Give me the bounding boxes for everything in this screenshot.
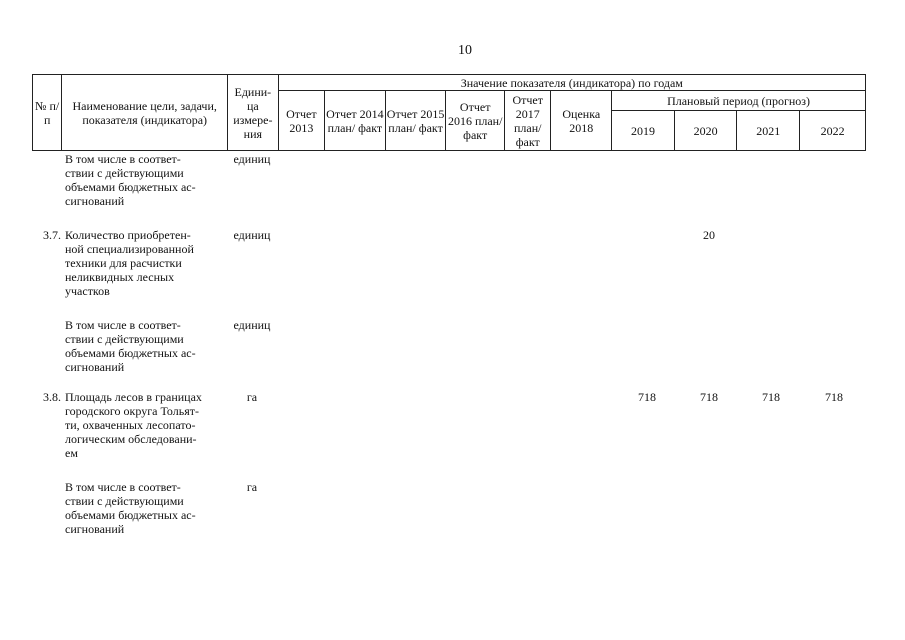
row-unit: единиц bbox=[233, 318, 271, 332]
indicator-table-header bbox=[32, 74, 866, 151]
row-value-2020: 718 bbox=[700, 390, 718, 404]
header-year-2019: 2019 bbox=[612, 111, 675, 151]
row-unit: единиц bbox=[233, 228, 271, 242]
row-name: Количество приобретен- ной специализированной техники для расчистки неликвидных лесных участков bbox=[65, 228, 194, 298]
header-col-2016: Отчет 2016 план/ факт bbox=[446, 91, 505, 151]
header-values-title: Значение показателя (индикатора) по годам bbox=[278, 75, 865, 91]
row-value-2020: 20 bbox=[703, 228, 715, 242]
row-value-2019: 718 bbox=[638, 390, 656, 404]
row-name: В том числе в соответ- ствии с действующими объемами бюджетных ас- сигнований bbox=[65, 480, 196, 536]
row-name: В том числе в соответ- ствии с действующими объемами бюджетных ас- сигнований bbox=[65, 152, 196, 208]
page-number: 10 bbox=[458, 43, 472, 58]
row-num: 3.7. bbox=[43, 228, 61, 242]
header-col-2013: Отчет 2013 bbox=[278, 91, 324, 151]
row-value-2022: 718 bbox=[825, 390, 843, 404]
row-name: Площадь лесов в границах городского округа Тольят- ти, охваченных лесопато- логическим обследовани- ем bbox=[65, 390, 202, 460]
row-name: В том числе в соответ- ствии с действующими объемами бюджетных ас- сигнований bbox=[65, 318, 196, 374]
header-year-2021: 2021 bbox=[737, 111, 800, 151]
row-unit: единиц bbox=[233, 152, 271, 166]
header-num: № п/п bbox=[33, 75, 62, 151]
header-name: Наименование цели, задачи, показателя (индикатора) bbox=[62, 75, 228, 151]
header-col-2015: Отчет 2015 план/ факт bbox=[385, 91, 446, 151]
row-unit: га bbox=[246, 390, 258, 404]
row-value-2021: 718 bbox=[762, 390, 780, 404]
row-num: 3.8. bbox=[43, 390, 61, 404]
header-col-2018: Оценка 2018 bbox=[551, 91, 612, 151]
row-unit: га bbox=[246, 480, 258, 494]
header-year-2022: 2022 bbox=[800, 111, 866, 151]
header-year-2020: 2020 bbox=[674, 111, 737, 151]
header-col-2014: Отчет 2014 план/ факт bbox=[325, 91, 386, 151]
header-plan-title: Плановый период (прогноз) bbox=[612, 91, 866, 111]
header-col-2017: Отчет 2017 план/ факт bbox=[505, 91, 551, 151]
header-unit: Едини-ца измере-ния bbox=[228, 75, 279, 151]
